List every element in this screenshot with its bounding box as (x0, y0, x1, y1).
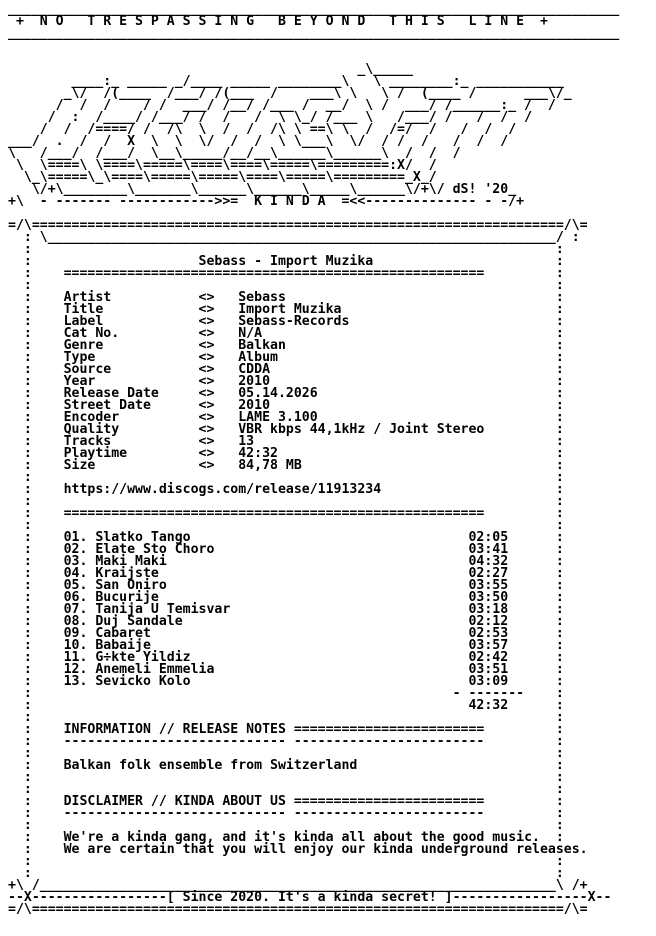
nfo-line: / : /____/ /___/ / / / \ \_/ /___ \ /___/ / / / / (8, 110, 533, 125)
nfo-line: : 05. San Oniro 03:55 : (8, 578, 564, 593)
nfo-line: : : (8, 518, 564, 533)
nfo-line: : 01. Slatko Tango 02:05 : (8, 530, 564, 545)
nfo-line: ___/ . / / X \ \ \/ / / \ \___\ \/ / / / / / / (8, 134, 509, 149)
nfo-line: : : (8, 242, 564, 257)
nfo-line: : : (8, 494, 564, 509)
nfo-line: : Title <> Import Muzika : (8, 302, 564, 317)
nfo-line: : Tracks <> 13 : (8, 434, 564, 449)
nfo-line: : : (8, 866, 564, 881)
nfo-line: : Year <> 2010 : (8, 374, 564, 389)
nfo-line: : Street Date <> 2010 : (8, 398, 564, 413)
nfo-line: : 13. Sevicko Kolo 03:09 : (8, 674, 564, 689)
nfo-line: : Playtime <> 42:32 : (8, 446, 564, 461)
nfo-line: : We are certain that you will enjoy our kinda underground releases. (8, 842, 588, 857)
nfo-line: =/\===================================================================/\= (8, 218, 588, 233)
nfo-line (8, 40, 656, 52)
nfo-line: \ \====\ \====\=====\====\====\=====\=========:X/ / (8, 158, 437, 173)
nfo-line: : 09. Cabaret 02:53 : (8, 626, 564, 641)
nfo-line: + N O T R E S P A S S I N G B E Y O N D T H I S L I N E + (8, 14, 548, 29)
nfo-line: _\_____ (8, 62, 413, 77)
nfo-line: : 06. Bucurije 03:50 : (8, 590, 564, 605)
nfo-line: : 03. Maki Maki 04:32 : (8, 554, 564, 569)
nfo-line: : ===================================================== : (8, 266, 564, 281)
nfo-line: : ---------------------------- ------------------------ : (8, 734, 564, 749)
nfo-line: : Label <> Sebass-Records : (8, 314, 564, 329)
nfo-line: \/+\________\_______\______\______\_____\______\/+\/ dS! '20_ (8, 182, 517, 197)
nfo-line: _____________________________________________________________________________ (8, 26, 620, 41)
nfo-line: : 12. Anemeli Emmelia 03:51 : (8, 662, 564, 677)
nfo-line: : Source <> CDDA : (8, 362, 564, 377)
nfo-line: : 04. Kraijste 02:27 : (8, 566, 564, 581)
nfo-line: / / / / / ___/ /__/ /___ / __/ \ / ___/ /______:_ / / (8, 98, 556, 113)
nfo-line: \_\=====\_\====\=====\=====\====\=====\=========_X_/ (8, 170, 437, 185)
nfo-line: : ---------------------------- ------------------------ : (8, 806, 564, 821)
nfo-line: : Sebass - Import Muzika : (8, 254, 564, 269)
nfo-line: \ /___/ /___/ \__\_____/__/__\______\______\ / / / (8, 146, 461, 161)
nfo-line: : \________________________________________________________________/ : (8, 230, 580, 245)
nfo-line: : : (8, 782, 564, 797)
nfo-line: +\ /_________________________________________________________________\ /+ (8, 878, 588, 893)
nfo-line: ____:_ _____ _/____ _____ ________\ \ ________:_ ___________ (8, 74, 564, 89)
nfo-line: : Artist <> Sebass : (8, 290, 564, 305)
nfo-line: : : (8, 770, 564, 785)
nfo-line: : : (8, 710, 564, 725)
nfo-line: : : (8, 470, 564, 485)
nfo-line: : ===================================================== : (8, 506, 564, 521)
nfo-line: : 42:32 : (8, 698, 564, 713)
nfo-line: : DISCLAIMER // KINDA ABOUT US ======================== : (8, 794, 564, 809)
nfo-line: _\/ /(____ /___/ /(___ / ___\ \ \ / (____ / ___\/_ (8, 86, 572, 101)
nfo-line: : INFORMATION // RELEASE NOTES ======================== : (8, 722, 564, 737)
nfo-line: : : (8, 818, 564, 833)
nfo-line: +\ - ------- ------------>>= K I N D A =<<-------------- - -/+ (8, 194, 525, 209)
nfo-line: : Quality <> VBR kbps 44,1kHz / Joint Stereo : (8, 422, 564, 437)
nfo-line: _____________________________________________________________________________ (8, 2, 620, 17)
nfo-line: : : (8, 746, 564, 761)
nfo-line: : We're a kinda gang, and it's kinda all about the good music. : (8, 830, 564, 845)
nfo-line: : 11. G÷kte Yildiz 02:42 : (8, 650, 564, 665)
nfo-line: / / /====/ / /\ \ / / /\ \ ==\ \ / /=/ / / / / (8, 122, 517, 137)
nfo-line: : 07. Tanija U Temisvar 03:18 : (8, 602, 564, 617)
nfo-line: : 10. Babaije 03:57 : (8, 638, 564, 653)
nfo-line: : Cat No. <> N/A : (8, 326, 564, 341)
nfo-line: : 08. Duj Sandale 02:12 : (8, 614, 564, 629)
nfo-line: : Encoder <> LAME 3.100 : (8, 410, 564, 425)
nfo-line: : Type <> Album : (8, 350, 564, 365)
nfo-line: : Release Date <> 05.14.2026 : (8, 386, 564, 401)
nfo-line: : 02. Elate Sto Choro 03:41 : (8, 542, 564, 557)
nfo-line: : - ------- : (8, 686, 564, 701)
nfo-line: : : (8, 278, 564, 293)
nfo-line: : Genre <> Balkan : (8, 338, 564, 353)
nfo-line[interactable]: : https://www.discogs.com/release/11913234 : (8, 482, 564, 497)
nfo-line: --X-----------------[ Since 2020. It's a kinda secret! ]-----------------X-- (8, 890, 612, 905)
nfo-line: : Size <> 84,78 MB : (8, 458, 564, 473)
nfo-line: : Balkan folk ensemble from Switzerland : (8, 758, 564, 773)
nfo-line: =/\===================================================================/\= (8, 902, 588, 917)
nfo-line: : : (8, 854, 564, 869)
